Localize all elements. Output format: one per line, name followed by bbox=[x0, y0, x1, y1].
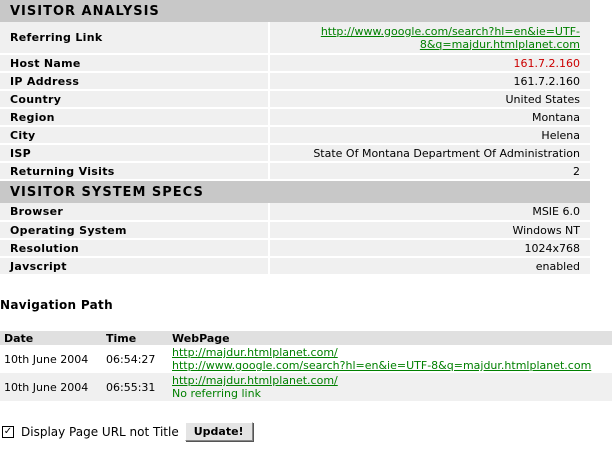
info-row-country bbox=[0, 90, 590, 108]
system-specs-header: VISITOR SYSTEM SPECS bbox=[0, 181, 590, 203]
country-value: United States bbox=[269, 90, 590, 108]
info-label: City bbox=[0, 126, 269, 144]
visitor-analysis-table bbox=[0, 22, 590, 181]
host-name-value: 161.7.2.160 bbox=[269, 54, 590, 72]
nav-no-referrer-text: No referring link bbox=[172, 387, 261, 400]
resolution-value: 1024x768 bbox=[269, 239, 590, 257]
table-row bbox=[0, 373, 612, 401]
nav-time: 06:54:27 bbox=[102, 345, 168, 373]
nav-page-link[interactable]: http://majdur.htmlplanet.com/ bbox=[172, 374, 338, 387]
info-row-referring-link bbox=[0, 22, 590, 54]
info-label: Referring Link bbox=[0, 22, 269, 54]
nav-referrer-link[interactable]: http://www.google.com/search?hl=en&ie=UTF-8&q=majdur.htmlplanet.com bbox=[172, 359, 592, 372]
info-row-host-name bbox=[0, 54, 590, 72]
nav-date: 10th June 2004 bbox=[0, 373, 102, 401]
info-label: ISP bbox=[0, 144, 269, 162]
nav-webpage bbox=[168, 373, 612, 401]
navigation-table bbox=[0, 331, 612, 401]
navigation-header-row bbox=[0, 331, 612, 345]
returning-visits-value: 2 bbox=[269, 162, 590, 180]
display-url-label: Display Page URL not Title bbox=[21, 424, 179, 439]
table-row bbox=[0, 345, 612, 373]
visitor-analysis-header: VISITOR ANALYSIS bbox=[0, 0, 590, 22]
spec-label: Resolution bbox=[0, 239, 269, 257]
referring-link[interactable] bbox=[321, 25, 580, 51]
os-value: Windows NT bbox=[269, 221, 590, 239]
checkmark-icon: ✓ bbox=[3, 425, 13, 437]
ip-address-value: 161.7.2.160 bbox=[269, 72, 590, 90]
system-specs-table bbox=[0, 203, 590, 276]
footer-controls bbox=[2, 422, 253, 441]
javascript-value: enabled bbox=[269, 257, 590, 275]
info-row-city bbox=[0, 126, 590, 144]
spec-label: Operating System bbox=[0, 221, 269, 239]
region-value: Montana bbox=[269, 108, 590, 126]
info-row-returning-visits bbox=[0, 162, 590, 180]
info-label: IP Address bbox=[0, 72, 269, 90]
spec-row-javascript bbox=[0, 257, 590, 275]
nav-date: 10th June 2004 bbox=[0, 345, 102, 373]
nav-webpage bbox=[168, 345, 612, 373]
column-header-date: Date bbox=[0, 331, 102, 345]
column-header-time: Time bbox=[102, 331, 168, 345]
info-row-region bbox=[0, 108, 590, 126]
info-label: Region bbox=[0, 108, 269, 126]
info-row-isp bbox=[0, 144, 590, 162]
nav-time: 06:55:31 bbox=[102, 373, 168, 401]
spec-row-os bbox=[0, 221, 590, 239]
spec-row-resolution bbox=[0, 239, 590, 257]
spec-row-browser bbox=[0, 203, 590, 221]
spec-label: Browser bbox=[0, 203, 269, 221]
city-value: Helena bbox=[269, 126, 590, 144]
browser-value: MSIE 6.0 bbox=[269, 203, 590, 221]
referring-link-value[interactable] bbox=[269, 22, 590, 54]
column-header-webpage: WebPage bbox=[168, 331, 612, 345]
nav-page-link[interactable]: http://majdur.htmlplanet.com/ bbox=[172, 346, 338, 359]
update-button[interactable]: Update! bbox=[185, 422, 253, 441]
spec-label: Javscript bbox=[0, 257, 269, 275]
navigation-path-title: Navigation Path bbox=[0, 298, 113, 312]
info-row-ip-address bbox=[0, 72, 590, 90]
info-label: Country bbox=[0, 90, 269, 108]
referring-link-line2[interactable]: 8&q=majdur.htmlplanet.com bbox=[419, 37, 580, 51]
referring-link-line1[interactable]: http://www.google.com/search?hl=en&ie=UTF- bbox=[320, 24, 580, 38]
isp-value: State Of Montana Department Of Administration bbox=[269, 144, 590, 162]
info-label: Returning Visits bbox=[0, 162, 269, 180]
display-url-checkbox[interactable] bbox=[2, 426, 14, 438]
info-label: Host Name bbox=[0, 54, 269, 72]
